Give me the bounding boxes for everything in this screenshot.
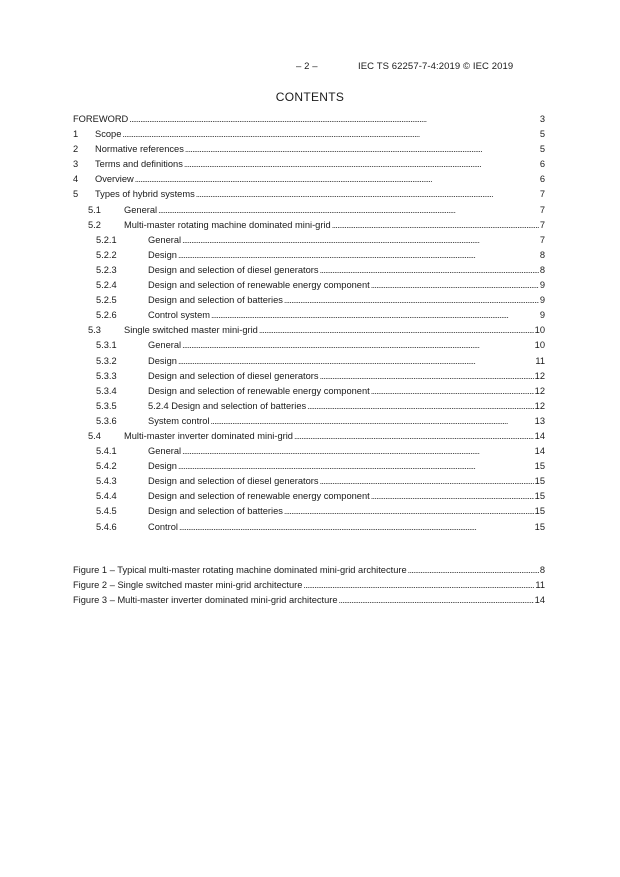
toc-entry-number: 5.3.1 [96,340,117,351]
page-ref: 11 [535,580,545,591]
page-ref: 12 [534,370,545,381]
toc-entry[interactable] [73,444,545,459]
dot-leader [178,459,534,474]
toc-entry[interactable] [73,233,545,248]
toc-entry-number: 5.2.3 [96,264,117,275]
toc-entry-label: 5.2.4 Design and selection of batteries [148,400,307,411]
toc-entry-number: 5.2 [88,219,101,230]
toc-entry-label: Design and selection of diesel generators [148,264,319,275]
toc-entry-label: FOREWORD [73,114,129,124]
toc-entry-number: 5.4.4 [96,491,117,502]
toc-entry[interactable] [73,399,545,414]
toc-entry-label: Normative references [95,144,184,155]
toc-entry[interactable] [73,504,545,519]
toc-entry-number: 5.3.4 [96,385,117,396]
page-title: CONTENTS [275,90,345,104]
toc-entry[interactable] [73,489,545,504]
dot-leader [178,248,539,263]
toc-entry-label: Control system [148,310,210,321]
toc-entry-number: 1 [73,129,79,140]
dot-leader [339,593,534,608]
toc-entry[interactable] [73,157,545,172]
toc-entry-label: General [148,446,182,457]
dot-leader [284,293,539,308]
dot-leader [122,127,538,142]
toc-entry-label: General [148,234,182,245]
toc-entry-label: Design and selection of diesel generators [148,476,319,487]
toc-entry-number: 5.4.2 [96,461,117,472]
page-ref: 7 [539,219,545,230]
toc-entry-label: System control [148,415,210,426]
toc-entry-label: Multi-master rotating machine dominated mini-grid [124,219,331,230]
dot-leader [182,338,534,353]
dot-leader [332,218,539,233]
page-ref: 8 [539,249,545,260]
toc-entry[interactable] [73,293,545,308]
toc-entry-label: Overview [95,174,134,185]
dot-leader [320,369,534,384]
toc-entry[interactable] [73,172,545,187]
toc-entry[interactable] [73,474,545,489]
toc-entry-label: Design and selection of renewable energy component [148,491,370,502]
dot-leader [408,563,539,578]
toc-entry-number: 4 [73,174,79,185]
dot-leader [294,429,534,444]
toc-entry[interactable] [73,429,545,444]
toc-entry[interactable] [73,203,545,218]
toc-entry-label: General [124,204,158,215]
dot-leader [129,112,539,127]
toc-entry[interactable] [73,187,545,202]
page-ref: 9 [539,280,545,291]
toc-entry[interactable] [73,218,545,233]
page-ref: 12 [534,400,545,411]
toc-entry-label: Design [148,355,177,366]
toc-entry[interactable] [73,338,545,353]
toc-entry-number: 5.3.5 [96,400,117,411]
toc-entry-label: Types of hybrid systems [95,189,195,200]
dot-leader [284,504,534,519]
toc-entry-number: 5.3.3 [96,370,117,381]
toc-entry-number: 5.1 [88,204,101,215]
dot-leader [371,384,534,399]
dot-leader [210,414,533,429]
page-ref: 7 [539,189,545,200]
document-id: IEC TS 62257-7-4:2019 © IEC 2019 [358,61,514,72]
page-ref: 7 [539,234,545,245]
toc-entry[interactable] [73,248,545,263]
toc-entry[interactable] [73,127,545,142]
page-ref: 8 [539,565,545,575]
page-ref: 13 [534,415,545,426]
list-of-figures [73,563,545,608]
toc-entry-number: 3 [73,159,79,170]
toc-entry-label: General [148,340,182,351]
toc-entry-label: Design [148,249,177,260]
toc-entry[interactable] [73,323,545,338]
toc-entry-number: 5.2.6 [96,310,117,321]
dot-leader [320,263,539,278]
page-ref: 8 [539,264,545,275]
page-ref: 5 [539,129,545,140]
page-ref: 10 [534,340,545,351]
toc-entry-label: Single switched master mini-grid [124,325,258,336]
page-ref: 6 [539,174,545,185]
dot-leader [179,520,534,535]
toc-entry[interactable] [73,369,545,384]
page-ref: 5 [539,144,545,155]
toc-entry-label: Design [148,461,177,472]
toc-entry-number: 2 [73,144,79,155]
figure-entry[interactable] [73,578,545,593]
dot-leader [178,354,534,369]
toc-entry[interactable] [73,384,545,399]
dot-leader [196,187,539,202]
toc-entry-number: 5.3.2 [96,355,117,366]
toc-entry-label: Design and selection of batteries [148,506,283,517]
dot-leader [185,142,539,157]
page-ref: 9 [539,310,545,321]
toc-entry[interactable] [73,414,545,429]
toc-entry-number: 5.2.2 [96,249,117,260]
page-ref: 15 [534,521,545,532]
page-ref: 14 [534,595,545,606]
dot-leader [211,308,539,323]
figure-entry[interactable] [73,563,545,578]
page-ref: 14 [534,430,545,441]
dot-leader [135,172,539,187]
toc-entry-number: 5.2.5 [96,295,117,306]
toc-entry-label: Design and selection of diesel generators [148,370,319,381]
toc-entry-number: 5.4 [88,430,101,441]
figure-entry-label: Figure 3 – Multi-master inverter dominated mini-grid architecture [73,595,338,606]
toc-entry-number: 5.2.1 [96,234,117,245]
toc-entry-number: 5.3 [88,325,101,336]
page-ref: 9 [539,295,545,306]
toc-entry-number: 5.4.6 [96,521,117,532]
toc-entry-number: 5.4.3 [96,476,117,487]
page-ref: 15 [534,506,545,517]
toc-entry-label: Scope [95,129,122,140]
toc-entry[interactable] [73,354,545,369]
dot-leader [303,578,534,593]
toc-entry[interactable] [73,278,545,293]
page-header [296,61,513,72]
figure-entry-label: Figure 1 – Typical multi-master rotating machine dominated mini-grid architecture [73,565,407,575]
dot-leader [320,474,534,489]
dot-leader [158,203,539,218]
toc-entry-label: Multi-master inverter dominated mini-grid [124,430,293,441]
toc-entry-number: 5.3.6 [96,415,117,426]
page-ref: 6 [539,159,545,170]
dot-leader [184,157,539,172]
page-ref: 3 [539,114,545,124]
toc-entry[interactable] [73,459,545,474]
figure-entry-label: Figure 2 – Single switched master mini-grid architecture [73,580,303,591]
page-number: – 2 – [296,61,318,72]
page-ref: 11 [535,355,545,366]
dot-leader [182,444,534,459]
dot-leader [182,233,539,248]
toc-entry[interactable] [73,308,545,323]
page-ref: 14 [534,446,545,457]
toc-entry-label: Design and selection of batteries [148,295,283,306]
toc-entry-label: Design and selection of renewable energy component [148,280,370,291]
page-ref: 10 [534,325,545,336]
page-ref: 15 [534,476,545,487]
dot-leader [371,489,534,504]
table-of-contents [73,112,545,535]
toc-entry-label: Control [148,521,178,532]
toc-entry-number: 5 [73,189,79,200]
page-ref: 15 [534,461,545,472]
dot-leader [307,399,534,414]
toc-entry[interactable] [73,263,545,278]
toc-entry-number: 5.4.1 [96,446,117,457]
page-ref: 12 [534,385,545,396]
dot-leader [371,278,539,293]
toc-entry-number: 5.4.5 [96,506,117,517]
dot-leader [259,323,534,338]
toc-entry-label: Design and selection of renewable energy component [148,385,370,396]
toc-entry[interactable] [73,112,545,127]
page-ref: 15 [534,491,545,502]
page-ref: 7 [539,204,545,215]
toc-entry[interactable] [73,520,545,535]
figure-entry[interactable] [73,593,545,608]
toc-entry-label: Terms and definitions [95,159,183,170]
toc-entry[interactable] [73,142,545,157]
toc-entry-number: 5.2.4 [96,280,117,291]
